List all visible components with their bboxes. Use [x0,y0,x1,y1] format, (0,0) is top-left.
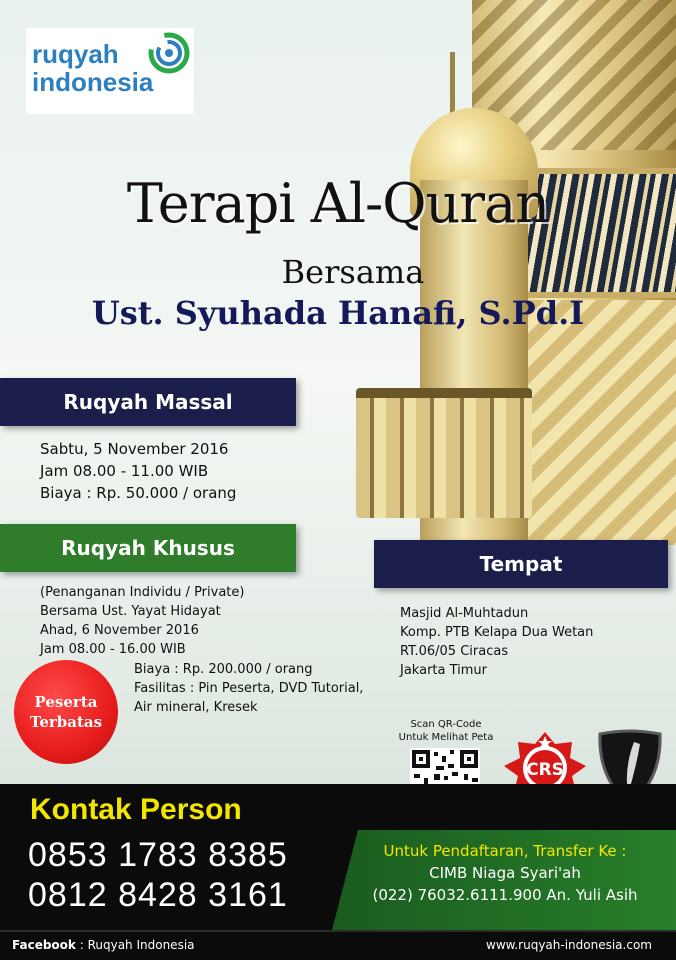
massal-fee: Biaya : Rp. 50.000 / orang [40,484,237,502]
minaret-balcony [356,388,532,518]
massal-time: Jam 08.00 - 11.00 WIB [40,462,209,480]
khusus-fee: Biaya : Rp. 200.000 / orang [134,662,313,677]
badge-line-1: Peserta [34,693,98,711]
venue-details [400,604,593,680]
facebook-value: Ruqyah Indonesia [87,938,195,952]
venue-line-1: Masjid Al-Muhtadun [400,606,529,621]
massal-date: Sabtu, 5 November 2016 [40,440,229,458]
khusus-details [40,583,244,659]
facebook-separator: : [75,938,88,952]
massal-details [40,438,236,504]
limited-participants-badge [14,660,118,764]
tower-lower-section [528,300,676,545]
khusus-extras [134,660,363,717]
crs-logo-text: CRS [526,760,564,780]
footer-facebook[interactable] [12,938,195,952]
logo-line-1: ruqyah [32,39,119,69]
transfer-account: (022) 76032.6111.900 An. Yuli Asih [372,886,638,904]
khusus-facilities-2: Air mineral, Kresek [134,700,258,715]
minaret-spire [450,52,455,114]
transfer-heading: Untuk Pendaftaran, Transfer Ke : [383,842,627,860]
khusus-date: Ahad, 6 November 2016 [40,623,199,638]
subtitle: Bersama [281,253,425,291]
massal-banner [0,378,296,426]
phone-number-2[interactable]: 0812 8428 3161 [28,876,288,914]
page-title: Terapi Al-Quran [126,172,550,235]
qr-label-2: Untuk Melihat Peta [398,732,494,743]
contact-heading: Kontak Person [30,793,242,826]
massal-heading: Ruqyah Massal [63,390,233,414]
phone-number-1[interactable]: 0853 1783 8385 [28,836,288,874]
khusus-facilities-1: Fasilitas : Pin Peserta, DVD Tutorial, [134,681,364,696]
badge-line-2: Terbatas [29,713,103,731]
khusus-heading: Ruqyah Khusus [61,536,235,560]
venue-line-2: Komp. PTB Kelapa Dua Wetan [400,625,594,640]
qr-label [388,718,504,744]
qr-label-1: Scan QR-Code [410,719,482,730]
venue-banner [374,540,668,588]
khusus-note: (Penanganan Individu / Private) [40,585,245,600]
venue-heading: Tempat [479,552,563,576]
khusus-banner [0,524,296,572]
swirl-logo-icon [148,32,190,74]
transfer-bank: CIMB Niaga Syari'ah [429,864,581,882]
khusus-time: Jam 08.00 - 16.00 WIB [40,642,186,657]
facebook-label: Facebook [12,938,76,952]
venue-line-4: Jakarta Timur [400,663,488,678]
speaker-name: Ust. Syuhada Hanafi, S.Pd.I [91,294,585,332]
khusus-with: Bersama Ust. Yayat Hidayat [40,604,221,619]
footer-website-link[interactable]: www.ruqyah-indonesia.com [486,938,652,952]
venue-line-3: RT.06/05 Ciracas [400,644,509,659]
logo-line-2: indonesia [32,67,154,97]
